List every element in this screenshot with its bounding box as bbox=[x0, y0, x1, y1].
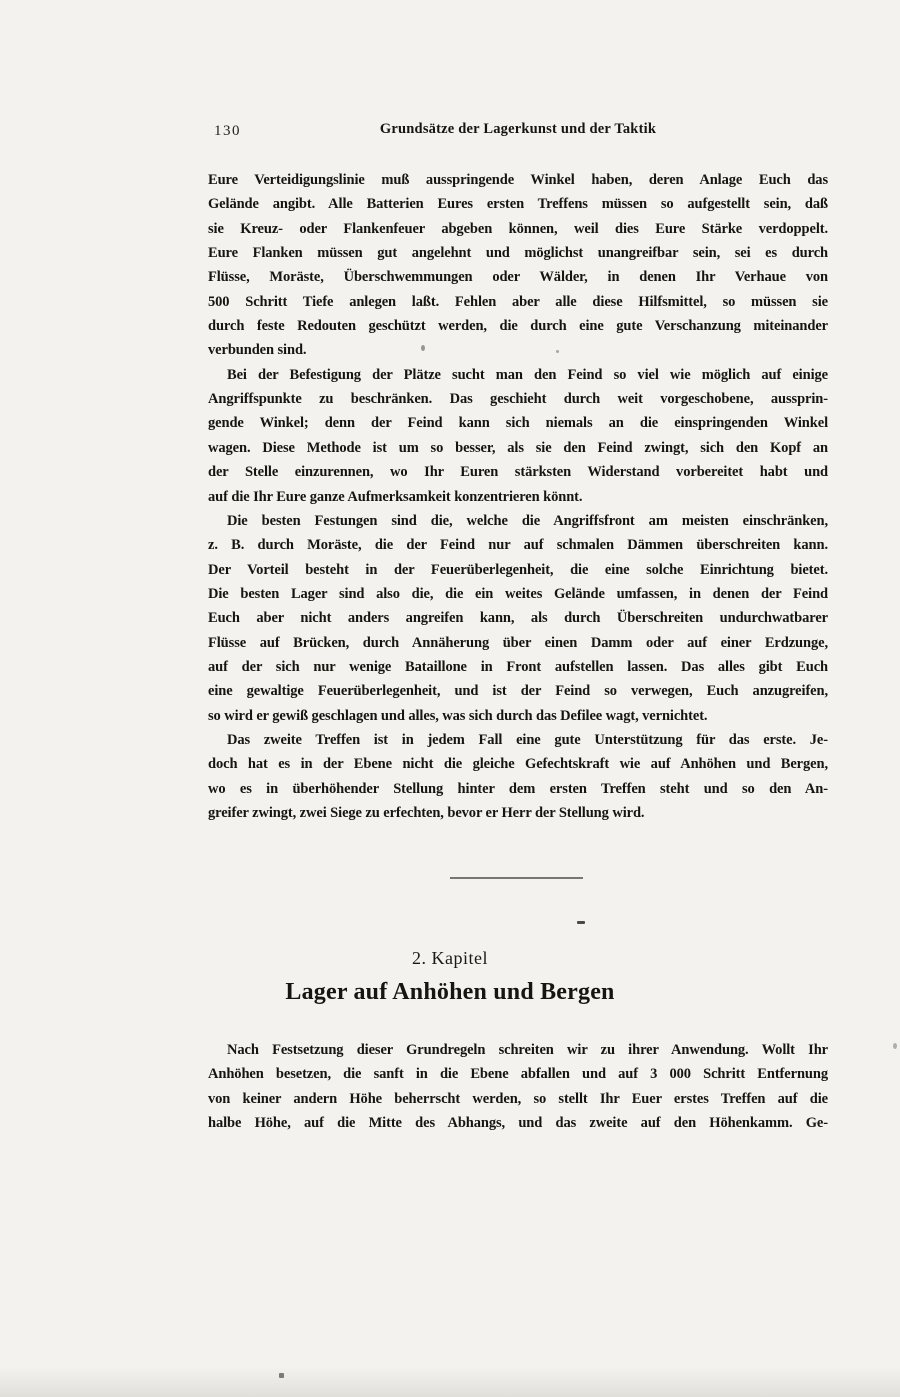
text-line: der Stelle einzurennen, wo Ihr Euren stärksten Widerstand vorbereitet habt und bbox=[208, 464, 828, 481]
paper-speck bbox=[421, 345, 425, 351]
text-line: so wird er gewiß geschlagen und alles, was sich durch das Defilee wagt, vernichtet. bbox=[208, 707, 708, 724]
text-line: halbe Höhe, auf die Mitte des Abhangs, und das zweite auf den Höhenkamm. Ge- bbox=[208, 1115, 828, 1132]
running-header: Grundsätze der Lagerkunst und der Taktik bbox=[379, 121, 657, 137]
text-line: Eure Flanken müssen gut angelehnt und möglichst unangreifbar sein, sei es durch bbox=[208, 245, 828, 262]
paper-speck bbox=[893, 1043, 897, 1049]
text-line: verbunden sind. bbox=[208, 342, 307, 359]
paragraph-5 bbox=[208, 1038, 828, 1135]
paragraph-2 bbox=[208, 363, 828, 509]
paper-speck bbox=[279, 1373, 284, 1378]
text-line: sie Kreuz- oder Flankenfeuer abgeben können, weil dies Eure Stärke verdoppelt. bbox=[208, 220, 828, 237]
section-separator-rule bbox=[450, 877, 583, 879]
paragraph-3 bbox=[208, 509, 828, 728]
text-line: Das zweite Treffen ist in jedem Fall eine gute Unterstützung für das erste. Je- bbox=[227, 731, 828, 748]
text-line: Flüsse auf Brücken, durch Annäherung über einen Damm oder auf einer Erdzunge, bbox=[208, 634, 828, 651]
text-line: auf der sich nur wenige Bataillone in Front aufstellen lassen. Das alles gibt Euch bbox=[208, 658, 828, 675]
print-artifact-dash bbox=[577, 921, 585, 924]
text-line: Der Vorteil besteht in der Feuerüberlegenheit, die eine solche Einrichtung bietet. bbox=[208, 561, 828, 578]
text-line: Anhöhen besetzen, die sanft in die Ebene abfallen und auf 3 000 Schritt Entfernung bbox=[208, 1066, 828, 1083]
text-line: 500 Schritt Tiefe anlegen laßt. Fehlen aber alle diese Hilfsmittel, so müssen sie bbox=[208, 293, 828, 310]
text-line: Gelände angibt. Alle Batterien Eures ersten Treffens müssen so aufgestellt sein, daß bbox=[208, 196, 828, 213]
text-line: greifer zwingt, zwei Siege zu erfechten, bevor er Herr der Stellung wird. bbox=[208, 804, 645, 821]
text-line: auf die Ihr Eure ganze Aufmerksamkeit konzentrieren könnt. bbox=[208, 488, 583, 505]
text-line: von keiner andern Höhe beherrscht werden, so stellt Ihr Euer erstes Treffen auf die bbox=[208, 1090, 828, 1107]
paper-speck bbox=[556, 350, 559, 353]
page-header bbox=[208, 121, 828, 143]
text-line: Die besten Festungen sind die, welche die Angriffsfront am meisten einschränken, bbox=[227, 512, 828, 529]
text-line: eine gewaltige Feuerüberlegenheit, und ist der Feind so verwegen, Euch anzugreifen, bbox=[208, 683, 828, 700]
text-line: Angriffspunkte zu beschränken. Das geschieht durch weit vorgeschobene, aussprin- bbox=[208, 391, 828, 408]
text-line: doch hat es in der Ebene nicht die gleiche Gefechtskraft wie auf Anhöhen und Bergen, bbox=[208, 756, 828, 773]
page-number: 130 bbox=[214, 123, 241, 139]
text-line: Die besten Lager sind also die, die ein weites Gelände umfassen, in denen der Feind bbox=[208, 585, 828, 602]
text-line: gende Winkel; denn der Feind kann sich niemals an die einspringenden Winkel bbox=[208, 415, 828, 432]
page-bottom-shade bbox=[0, 1367, 900, 1397]
text-line: Euch aber nicht anders angreifen kann, als durch Überschreiten undurchwatbarer bbox=[208, 610, 828, 627]
text-line: durch feste Redouten geschützt werden, die durch eine gute Verschanzung miteinander bbox=[208, 318, 828, 335]
paragraph-4 bbox=[208, 728, 828, 825]
chapter-title: Lager auf Anhöhen und Bergen bbox=[285, 979, 615, 1005]
text-line: z. B. durch Moräste, die der Feind nur auf schmalen Dämmen überschreiten kann. bbox=[208, 537, 828, 554]
text-line: Nach Festsetzung dieser Grundregeln schreiten wir zu ihrer Anwendung. Wollt Ihr bbox=[227, 1042, 828, 1058]
text-line: wo es in überhöhender Stellung hinter dem ersten Treffen steht und so den An- bbox=[208, 780, 828, 797]
text-line: Bei der Befestigung der Plätze sucht man den Feind so viel wie möglich auf einige bbox=[227, 366, 828, 383]
text-line: Flüsse, Moräste, Überschwemmungen oder Wälder, in denen Ihr Verhaue von bbox=[208, 269, 828, 286]
text-line: wagen. Diese Methode ist um so besser, als sie den Feind zwingt, sich den Kopf an bbox=[208, 439, 828, 456]
paragraph-1 bbox=[208, 168, 828, 363]
chapter-number: 2. Kapitel bbox=[412, 948, 488, 968]
text-line: Eure Verteidigungslinie muß ausspringende Winkel haben, deren Anlage Euch das bbox=[208, 172, 828, 188]
